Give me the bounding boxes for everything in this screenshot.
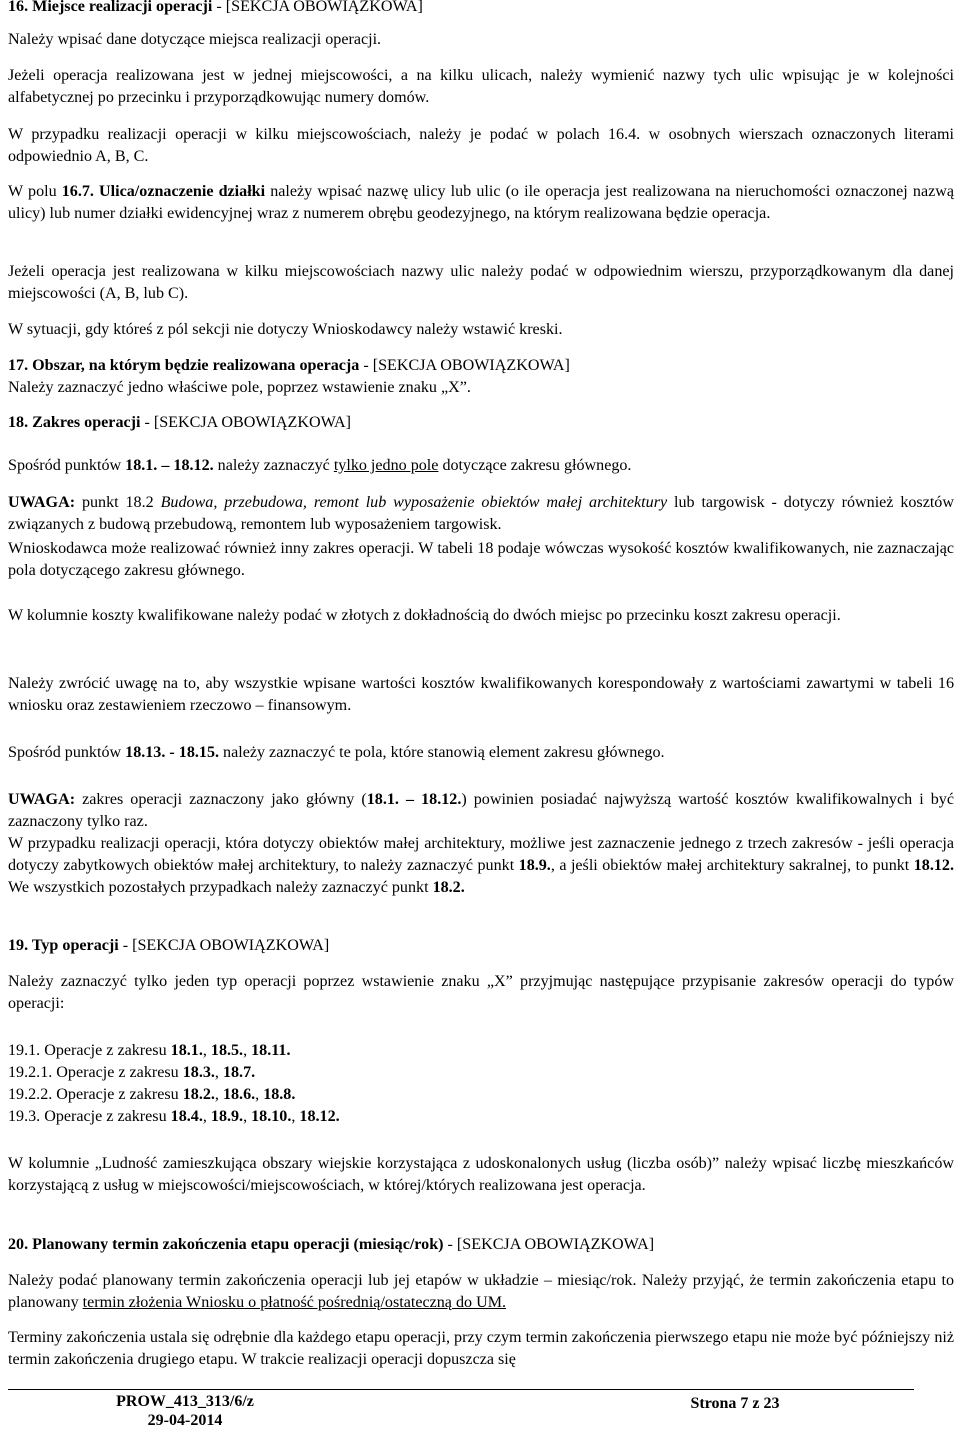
footer-divider [8,1389,914,1390]
s17-p1: Należy zaznaczyć jedno właściwe pole, poprzez wstawienie znaku „X”. [8,379,471,396]
s16-p2: Jeżeli operacja realizowana jest w jednej miejscowości, a na kilku ulicach, należy wymienić nazwy tych ulic wpisując je w kolejności alfabetycznej po przecinku i przyporządkowując numery domów. [8,67,954,106]
section-18-tag: - [SEKCJA OBOWIĄZKOWA] [140,414,352,431]
footer-doc-info [100,1392,270,1430]
footer-page-number: Strona 7 z 23 [690,1395,780,1412]
s18-p4: W kolumnie koszty kwalifikowane należy podać w złotych z dokładnością do dwóch miejsc po przecinku koszt zakresu operacji. [8,607,841,624]
section-19-tag: - [SEKCJA OBOWIĄZKOWA] [118,937,330,954]
s19-p1: Należy zaznaczyć tylko jeden typ operacji poprzez wstawienie znaku „X” przyjmując następujące przypisanie zakresów operacji do typów operacji: [8,973,954,1012]
footer-date: 29-04-2014 [147,1412,223,1429]
section-18-heading [8,412,954,434]
s18-p1: Spośród punktów 18.1. – 18.12. należy zaznaczyć tylko jedno pole dotyczące zakresu głównego. [8,457,632,474]
section-20-heading [8,1234,954,1256]
section-17-tag: - [SEKCJA OBOWIĄZKOWA] [359,357,570,374]
s18-p2: UWAGA: punkt 18.2 Budowa, przebudowa, remont lub wyposażenie obiektów małej architektury lub targowisk - dotyczy również kosztów związanych z budową przebudową, remontem lub wyposażeniem targowisk. [8,494,954,533]
s19-p2: W kolumnie „Ludność zamieszkująca obszary wiejskie korzystająca z udoskonalonych usług (liczba osób)” należy wpisać liczbę mieszkańców korzystającą z usług w miejscowości/miejscowościach, w której/których realizowana jest operacja. [8,1155,954,1194]
section-20-tag: - [SEKCJA OBOWIĄZKOWA] [443,1236,655,1253]
section-18-title: 18. Zakres operacji [8,414,141,431]
s16-p1: Należy wpisać dane dotyczące miejsca realizacji operacji. [8,31,382,48]
footer-doc-id: PROW_413_313/6/z [116,1393,254,1410]
section-16-heading [8,0,954,18]
section-16-title: 16. Miejsce realizacji operacji [8,0,213,15]
s18-p8: W przypadku realizacji operacji, która dotyczy obiektów małej architektury, możliwe jest zaznaczenie jednego z trzech zakresów - jeśli operacja dotyczy zabytkowych obiektów małej architektury, to należy zaznaczyć punkt 18.9., a jeśli obiektów małej architektury sakralnej, to punkt 18.12. We wszystkich pozostałych przypadkach należy zaznaczyć punkt 18.2. [8,835,954,896]
s16-p5: Jeżeli operacja jest realizowana w kilku miejscowościach nazwy ulic należy podać w odpowiednim wierszu, przyporządkowanym dla danej miejscowości (A, B, lub C). [8,263,954,302]
s16-p3: W przypadku realizacji operacji w kilku miejscowościach, należy je podać w polach 16.4. w osobnych wierszach oznaczonych literami odpowiednio A, B, C. [8,126,954,165]
s16-p4: W polu 16.7. Ulica/oznaczenie działki należy wpisać nazwę ulicy lub ulic (o ile operacja jest realizowana na nieruchomości oznaczonej nazwą ulicy) lub numer działki ewidencyjnej wraz z numerem obrębu geodezyjnego, na którym realizowana będzie operacja. [8,183,954,222]
list-item: 19.1. Operacje z zakresu 18.1., 18.5., 18.11. [8,1042,291,1059]
s18-p7: UWAGA: zakres operacji zaznaczony jako główny (18.1. – 18.12.) powinien posiadać najwyższą wartość kosztów kwalifikowalnych i być zaznaczony tylko raz. [8,791,955,830]
s19-list [8,1040,954,1128]
section-20-title: 20. Planowany termin zakończenia etapu operacji (miesiąc/rok) [8,1236,444,1253]
section-17-title: 17. Obszar, na którym będzie realizowana operacja [8,357,360,374]
list-item: 19.2.1. Operacje z zakresu 18.3., 18.7. [8,1064,256,1081]
s18-p3: Wnioskodawca może realizować również inny zakres operacji. W tabeli 18 podaje wówczas wysokość kosztów kwalifikowanych, nie zaznaczając pola dotyczącego zakresu głównego. [8,540,954,579]
s18-p6: Spośród punktów 18.13. - 18.15. należy zaznaczyć te pola, które stanowią element zakresu głównego. [8,744,665,761]
section-19-heading [8,935,954,957]
s18-p5: Należy zwrócić uwagę na to, aby wszystkie wpisane wartości kosztów kwalifikowanych korespondowały z wartościami zawartymi w tabeli 16 wniosku oraz zestawieniem rzeczowo – finansowym. [8,675,954,714]
section-16-tag: - [SEKCJA OBOWIĄZKOWA] [212,0,423,15]
list-item: 19.2.2. Operacje z zakresu 18.2., 18.6., 18.8. [8,1086,296,1103]
section-19-title: 19. Typ operacji [8,937,119,954]
s20-p2: Terminy zakończenia ustala się odrębnie dla każdego etapu operacji, przy czym termin zakończenia pierwszego etapu nie może być późniejszy niż termin zakończenia drugiego etapu. W trakcie realizacji operacji dopuszcza się [8,1329,954,1368]
s16-p6: W sytuacji, gdy któreś z pól sekcji nie dotyczy Wnioskodawcy należy wstawić kreski. [8,321,563,338]
section-17-heading [8,355,954,377]
s20-p1: Należy podać planowany termin zakończenia operacji lub jej etapów w układzie – miesiąc/rok. Należy przyjąć, że termin zakończenia etapu to planowany termin złożenia Wniosku o płatność pośrednią/ostateczną do UM. [8,1272,954,1311]
list-item: 19.3. Operacje z zakresu 18.4., 18.9., 18.10., 18.12. [8,1108,340,1125]
